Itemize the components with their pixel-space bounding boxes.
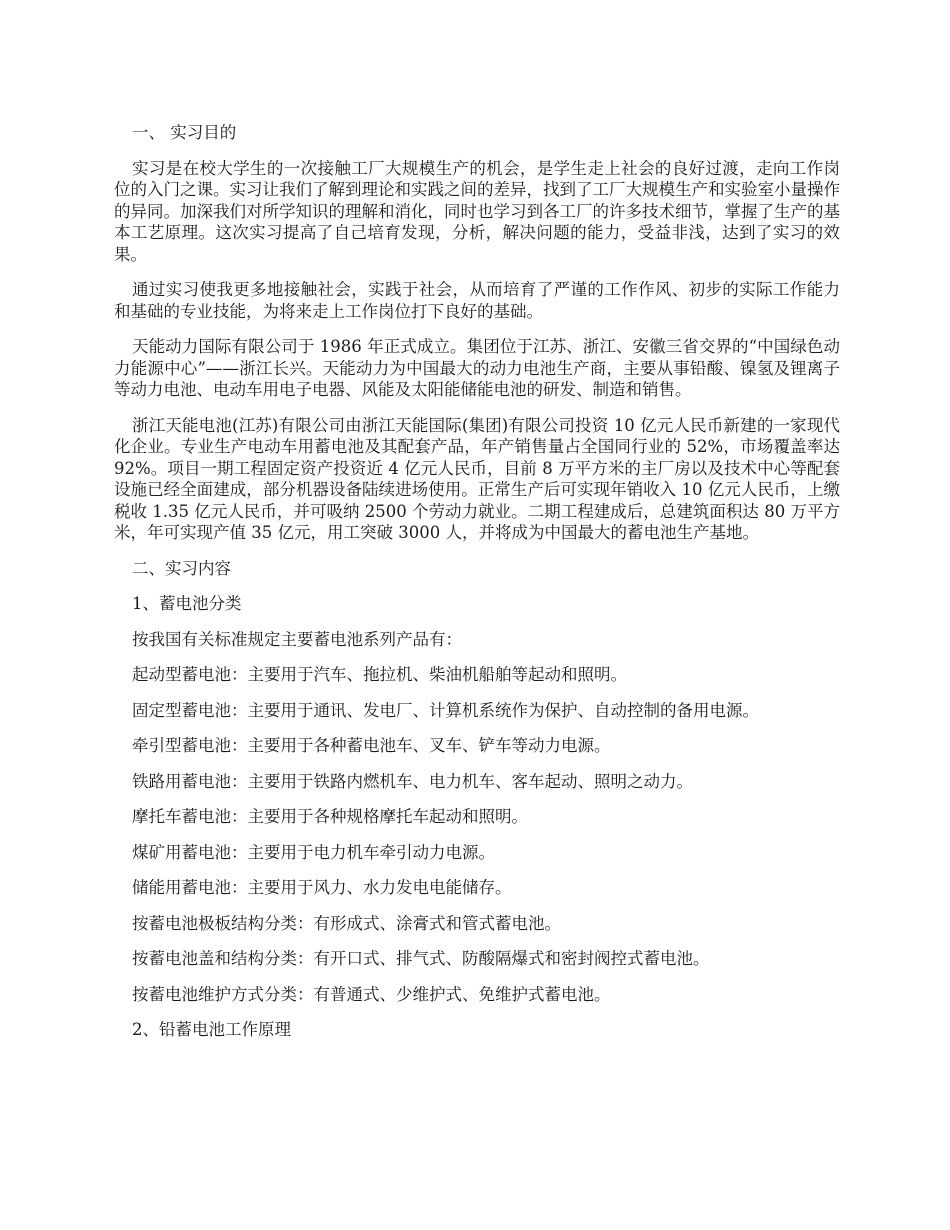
document-page — [114, 122, 840, 1055]
battery-type-list — [114, 664, 840, 1005]
list-item: 储能用蓄电池：主要用于风力、水力发电电能储存。 — [132, 878, 512, 897]
section-heading-internship-purpose: 一、 实习目的 — [132, 123, 237, 142]
list-item: 摩托车蓄电池：主要用于各种规格摩托车起动和照明。 — [132, 807, 528, 826]
paragraph-jiangsu-subsidiary: 浙江天能电池(江苏)有限公司由浙江天能国际(集团)有限公司投资 10 亿元人民币新建的一家现代化企业。专业生产电动车用蓄电池及其配套产品，年产销售量占全国同行业的 52%，市场覆盖率达 92%。项目一期工程固定资产投资近 4 亿元人民币，目前 8 万平方米的主厂房以及技术中心等配套设施已经全面建成，部分机器设备陆续进场使用。正常生产后可实现年销收入 10 亿元人民币，上缴税收 1.35 亿元人民币，并可吸纳 2500 个劳动力就业。二期工程建成后，总建筑面积达 80 万平方米，年可实现产值 35 亿元，用工突破 3000 人，并将成为中国最大的蓄电池生产基地。 — [114, 415, 840, 542]
list-item: 按蓄电池极板结构分类：有形成式、涂膏式和管式蓄电池。 — [132, 913, 561, 933]
classification-intro: 按我国有关标准规定主要蓄电池系列产品有： — [132, 629, 462, 649]
paragraph-company-overview: 天能动力国际有限公司于 1986 年正式成立。集团位于江苏、浙江、安徽三省交界的“中国绿色动力能源中心”——浙江长兴。天能动力为中国最大的动力电池生产商，主要从事铅酸、镍氢及锂离子等动力电池、电动车用电子电器、风能及太阳能储能电池的研发、制造和销售。 — [114, 337, 840, 399]
list-item: 煤矿用蓄电池：主要用于电力机车牵引动力电源。 — [132, 842, 495, 862]
list-item: 按蓄电池维护方式分类：有普通式、少维护式、免维护式蓄电池。 — [132, 984, 611, 1004]
list-item: 按蓄电池盖和结构分类：有开口式、排气式、防酸隔爆式和密封阀控式蓄电池。 — [132, 949, 710, 968]
list-item: 铁路用蓄电池：主要用于铁路内燃机车、电力机车、客车起动、照明之动力。 — [132, 771, 693, 791]
paragraph-social-practice: 通过实习使我更多地接触社会，实践于社会，从而培育了严谨的工作作风、初步的实际工作能力和基础的专业技能，为将来走上工作岗位打下良好的基础。 — [114, 280, 840, 321]
subsection-heading-battery-classification: 1、蓄电池分类 — [132, 594, 242, 613]
list-item: 固定型蓄电池：主要用于通讯、发电厂、计算机系统作为保护、自动控制的备用电源。 — [132, 700, 759, 720]
list-item: 起动型蓄电池：主要用于汽车、拖拉机、柴油机船舶等起动和照明。 — [132, 665, 627, 684]
section-heading-internship-content: 二、实习内容 — [132, 558, 231, 578]
paragraph-internship-intro: 实习是在校大学生的一次接触工厂大规模生产的机会，是学生走上社会的良好过渡，走向工作岗位的入门之课。实习让我们了解到理论和实践之间的差异，找到了工厂大规模生产和实验室小量操作的异同。加深我们对所学知识的理解和消化，同时也学习到各工厂的许多技术细节，掌握了生产的基本工艺原理。这次实习提高了自己培育发现，分析，解决问题的能力，受益非浅，达到了实习的效果。 — [114, 158, 840, 264]
list-item: 牵引型蓄电池：主要用于各种蓄电池车、叉车、铲车等动力电源。 — [132, 736, 611, 755]
subsection-heading-working-principle: 2、铅蓄电池工作原理 — [132, 1020, 291, 1039]
